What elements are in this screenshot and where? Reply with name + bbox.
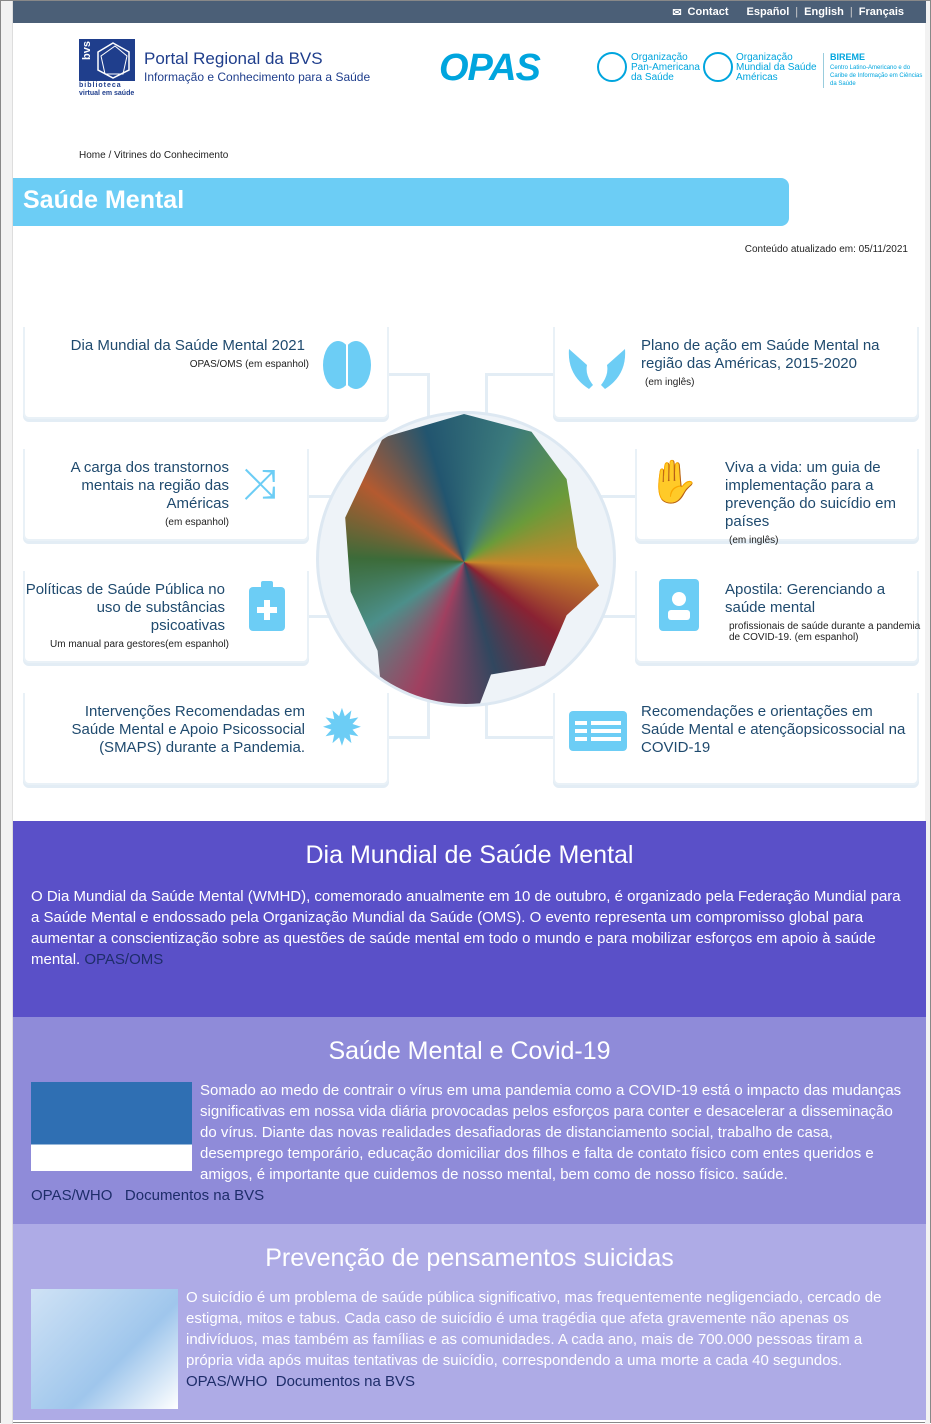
section-dia-mundial [13,821,926,1017]
opas-oms-link[interactable]: OPAS/OMS [84,951,164,968]
section-title: Prevenção de pensamentos suicidas [265,1244,674,1272]
portal-subtitle: Informação e Conhecimento para a Saúde [144,70,371,84]
connector-line [599,495,635,498]
card-title[interactable]: Intervenções Recomendadas em Saúde Mental e Apoio Psicossocial (SMAPS) durante a Pandemia. [71,703,305,756]
section-body: O Dia Mundial da Saúde Mental (WMHD), comemorado anualmente em 10 de outubro, é organizado pela Federação Mundial para a Saúde Mental e endossado pela Organização Mundial da Saúde (OMS). O evento representa um compromisso global para aumentar a conscientização sobre as questões de saúde mental em todo o mundo e para mobilizar esforços em apoio à saúde mental. [31,888,901,968]
section-text [13,1080,926,1206]
brain-icon [319,337,375,393]
card-subtitle: (em inglês) [645,377,695,388]
card-subtitle: (em espanhol) [165,517,229,528]
lang-es-link[interactable]: Español [746,6,790,18]
oms-org-line: Mundial da Saúde [736,62,817,73]
card-title[interactable]: Dia Mundial da Saúde Mental 2021 [70,337,305,354]
oms-org-line: Américas [736,72,778,83]
opas-org-line: Organização [631,52,688,63]
opas-org-name [631,53,700,83]
card-subtitle: profissionais de saúde durante a pandemia de COVID-19. (em espanhol) [729,621,921,643]
card-title[interactable]: Apostila: Gerenciando a saúde mental [725,581,886,616]
card-title[interactable]: Viva a vida: um guia de implementação para a prevenção do suicídio em países [725,459,896,530]
lang-fr-link[interactable]: Français [858,6,904,18]
bireme-title: BIREME [830,52,866,62]
connector-line [485,373,553,376]
collage-head [329,414,599,707]
card-title[interactable]: Recomendações e orientações em Saúde Mental e atençãopsicossocial na COVID-19 [641,703,906,756]
section-body: Somado ao medo de contrair o vírus em uma pandemia como a COVID-19 está o impacto das mudanças significativas em nossa vida diária provocadas pelos esforços para conter e desacelerar a disseminação do vírus. Diante das novas realidades desafiadoras de distanciamento social, trabalho de casa, desemprego temporário, educação domiciliar dos filhos e falta de contato físico com entes queridos e amigos, é importante que cuidemos de nosso mental, bem como de nosso físico. saúde. [200,1082,902,1183]
card-politicas-saude[interactable] [23,571,309,663]
badge-icon: ✹ [321,700,363,756]
bvs-logo-text: bvs [81,41,93,60]
breadcrumb[interactable]: Home / Vitrines do Conhecimento [79,150,229,161]
card-title[interactable]: Políticas de Saúde Pública no uso de substâncias psicoativas [25,581,225,634]
card-carga-transtornos[interactable] [23,449,309,541]
contact-link[interactable]: Contact [687,6,729,18]
section-text [13,1287,926,1392]
section-text [13,886,926,970]
opas-logo[interactable]: OPAS [439,47,540,89]
connector-line [389,736,429,739]
sign-language-icon: ✋ [647,458,700,505]
card-smaps[interactable] [23,693,389,785]
lang-en-link[interactable]: English [804,6,844,18]
card-recomendacoes[interactable] [553,693,919,785]
card-viva-a-vida[interactable] [635,449,919,546]
card-plano-acao[interactable] [553,327,919,419]
card-title[interactable]: Plano de ação em Saúde Mental na região das Américas, 2015-2020 [641,337,880,372]
opas-who-link[interactable]: OPAS/WHO [186,1373,268,1390]
connector-line [485,736,553,739]
id-badge-icon [659,579,699,631]
section-title: Saúde Mental e Covid-19 [328,1037,611,1065]
bvs-logo-mark [93,40,133,80]
section-suicide-prevention [13,1224,926,1420]
oms-org-name [736,53,817,83]
shuffle-icon: ⤨ [243,460,277,507]
section-body: O suicídio é um problema de saúde pública significativo, mas frequentemente negligenciado, cercado de estigma, mitos e tabus. Cada caso de suicídio é uma tragédia que afeta gravemente não apenas os indivíduos, mas também as famílias e as comunidades. A cada ano, mais de 700.000 pessoas tiram a própria vida após muitas tentativas de suicídio, correspondendo a uma morte a cada 40 segundos. [186,1289,882,1369]
section-title: Dia Mundial de Saúde Mental [305,841,634,869]
opas-org-line: Pan-Americana [631,62,700,73]
list-icon [569,711,627,751]
mail-icon: ✉ [672,6,682,19]
card-apostila[interactable] [635,571,919,663]
paho-globe-icon [597,52,627,82]
bvs-logo[interactable] [79,39,135,99]
opas-org-line: da Saúde [631,72,674,83]
oms-org-line: Organização [736,52,793,63]
card-subtitle: Um manual para gestores(em espanhol) [50,639,229,650]
documentos-bvs-link[interactable]: Documentos na BVS [124,1187,265,1204]
connector-line [389,373,429,376]
opas-who-link[interactable]: OPAS/WHO [31,1187,113,1204]
updated-date: Conteúdo atualizado em: 05/11/2021 [744,244,908,255]
section-covid [13,1017,926,1224]
bvs-sub2: virtual em saúde [79,90,135,97]
bvs-sub1: biblioteca [79,82,122,89]
portal-title: Portal Regional da BVS [144,49,323,68]
top-bar: ✉ Contact Español | English | Français [13,1,926,23]
therapy-illustration [31,1082,192,1171]
card-title[interactable]: A carga dos transtornos mentais na região das Américas [70,459,229,512]
clipboard-plus-icon [247,581,287,633]
bireme-logo[interactable] [823,53,923,88]
card-dia-mundial-2021[interactable] [23,327,389,419]
who-emblem-icon [703,52,733,82]
mental-health-head-image [316,411,616,707]
bireme-subtitle: Centro Latino-Americano e do Caribe de Informação em Ciências da Saúde [830,65,923,87]
window-frame-left [1,1,13,1424]
hands-icon [565,345,629,393]
card-subtitle: OPAS/OMS (em espanhol) [189,359,309,370]
documentos-bvs-link[interactable]: Documentos na BVS [275,1373,415,1390]
card-subtitle: (em inglês) [729,535,779,546]
page-title: Saúde Mental [13,178,789,226]
hands-reaching-image [31,1289,178,1409]
